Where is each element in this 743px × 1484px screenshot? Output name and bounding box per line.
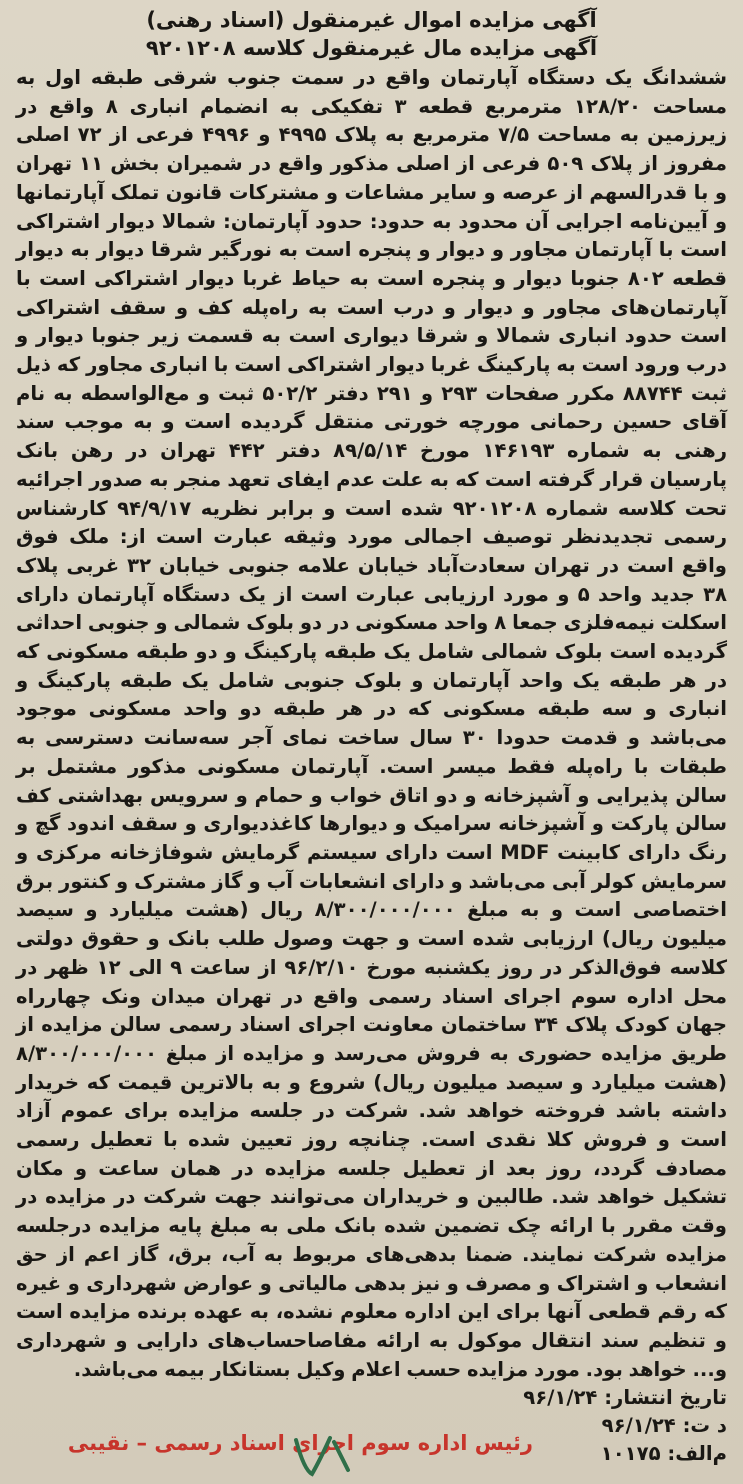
notice-body: ششدانگ یک دستگاه آپارتمان واقع در سمت جنوب شرقی طبقه اول به مساحت ۱۲۸/۲۰ مترمربع قطعه ۳ تفکیکی به انضمام انباری ۸ واقع در زیرزمین به مساحت ۷/۵ مترمربع به پلاک ۴۹۹۵ و ۴۹۹۶ فرعی از ۷۲ اصلی مفروز از پلاک ۵۰۹ فرعی از اصلی مذکور واقع در شمیران بخش ۱۱ تهران و با قدرالسهم از عرصه و سایر مشاعات و مشترکات قانون تملک آپارتمانها و آیین‌نامه اجرایی آن محدود به حدود: حدود آپارتمان: شمالا دیوار اشتراکی است با آپارتمان مجاور و دیوار و پنجره است به نورگیر شرقا دیوار به دیوار قطعه ۸۰۲ جنوبا دیوار و پنجره است به حیاط غربا دیوار اشتراکی است با آپارتمان‌های مجاور و دیوار و درب است به راه‌پله کف و سقف اشتراکی است حدود انباری شمالا و شرقا دیواری است به قسمت زیر جنوبا دیوار و درب ورود است به پارکینگ غربا دیوار اشتراکی است با انباری مجاور که ذیل ثبت ۸۸۷۴۴ مکرر صفحات ۲۹۳ و ۲۹۱ دفتر ۵۰۲/۲ ثبت و مع‌الواسطه به نام آقای حسین رحمانی مورچه خورتی منتقل گردیده است و به موجب سند رهنی به شماره ۱۴۶۱۹۳ مورخ ۸۹/۵/۱۴ دفتر ۴۴۲ تهران در رهن بانک پارسیان قرار گرفته است که به علت عدم ایفای تعهد منجر به صدور اجرائیه تحت کلاسه شماره ۹۲۰۱۲۰۸ شده است و برابر نظریه ۹۴/۹/۱۷ کارشناس رسمی تجدیدنظر توصیف اجمالی مورد وثیقه عبارت است از: ملک فوق واقع است در تهران سعادت‌آباد خیابان علامه جنوبی خیابان ۳۲ غربی پلاک ۳۸ جدید واحد ۵ و مورد ارزیابی عبارت است از یک دستگاه آپارتمان دارای اسکلت نیمه‌فلزی جمعا ۸ واحد مسکونی در دو بلوک شمالی و جنوبی احداثی گردیده است بلوک شمالی شامل یک طبقه پارکینگ و دو طبقه مسکونی که در هر طبقه یک واحد آپارتمان و بلوک جنوبی شامل یک طبقه پارکینگ و انباری و سه طبقه مسکونی که در هر طبقه دو واحد مسکونی موجود می‌باشد و قدمت حدودا ۳۰ سال ساخت نمای آجر سه‌سانت دسترسی به طبقات با راه‌پله فقط میسر است. آپارتمان مسکونی مذکور مشتمل بر سالن پذیرایی و آشپزخانه و دو اتاق خواب و حمام و سرویس بهداشتی کف سالن پارکت و آشپزخانه سرامیک و دیوارها کاغذدیواری و سقف اندود گچ و رنگ دارای کابینت MDF است دارای سیستم گرمایش شوفاژخانه مرکزی و سرمایش کولر آبی می‌باشد و دارای انشعابات آب و گاز مشترک و کنتور برق اختصاصی است و به مبلغ ۸/۳۰۰/۰۰۰/۰۰۰ ریال (هشت میلیارد و سیصد میلیون ریال) ارزیابی شده است و جهت وصول طلب بانک و حقوق دولتی کلاسه فوق‌الذکر در روز یکشنبه مورخ ۹۶/۲/۱۰ از ساعت ۹ الی ۱۲ ظهر در محل اداره سوم اجرای اسناد رسمی واقع در تهران میدان ونک چهارراه جهان کودک پلاک ۳۴ ساختمان معاونت اجرای اسناد رسمی سالن مزایده از طریق مزایده حضوری به فروش می‌رسد و مزایده از مبلغ ۸/۳۰۰/۰۰۰/۰۰۰ (هشت میلیارد و سیصد میلیون ریال) شروع و به بالاترین قیمت که خریدار داشته باشد فروخته خواهد شد. شرکت در جلسه مزایده برای عموم آزاد است و فروش کلا نقدی است. چنانچه روز تعیین شده با تعطیل رسمی مصادف گردد، روز بعد از تعطیل جلسه مزایده در همان ساعت و مکان تشکیل خواهد شد. طالبین و خریداران می‌توانند جهت شرکت در مزایده در وقت مقرر با ارائه چک تضمین شده بانک ملی به مبلغ پایه مزایده درجلسه مزایده شرکت نمایند. ضمنا بدهی‌های مربوط به آب، برق، گاز اعم از حق انشعاب و اشتراک و مصرف و نیز بدهی مالیاتی و عوارض شهرداری و غیره که رقم قطعی آنها برای این اداره معلوم نشده، به عهده برنده مزایده است و تنظیم سند انتقال موکول به ارائه مفاصاحساب‌های دارایی و شهرداری و... خواهد بود. مورد مزایده حسب اعلام وکیل بستانکار بیمه می‌باشد.	[16, 66, 728, 1381]
notice-subtitle: آگهی مزایده مال غیرمنقول کلاسه ۹۲۰۱۲۰۸	[145, 36, 598, 60]
publish-date: تاریخ انتشار: ۹۶/۱/۲۴	[523, 1386, 727, 1410]
dc-date: د ت: ۹۶/۱/۲۴	[601, 1414, 727, 1438]
signature-line: رئیس اداره سوم اجرای اسناد رسمی – نقیبی	[67, 1431, 533, 1455]
reference-number: م‌الف: ۱۰۱۷۵	[600, 1442, 727, 1466]
notice-title: آگهی مزایده اموال غیرمنقول (اسناد رهنی)	[146, 8, 597, 32]
